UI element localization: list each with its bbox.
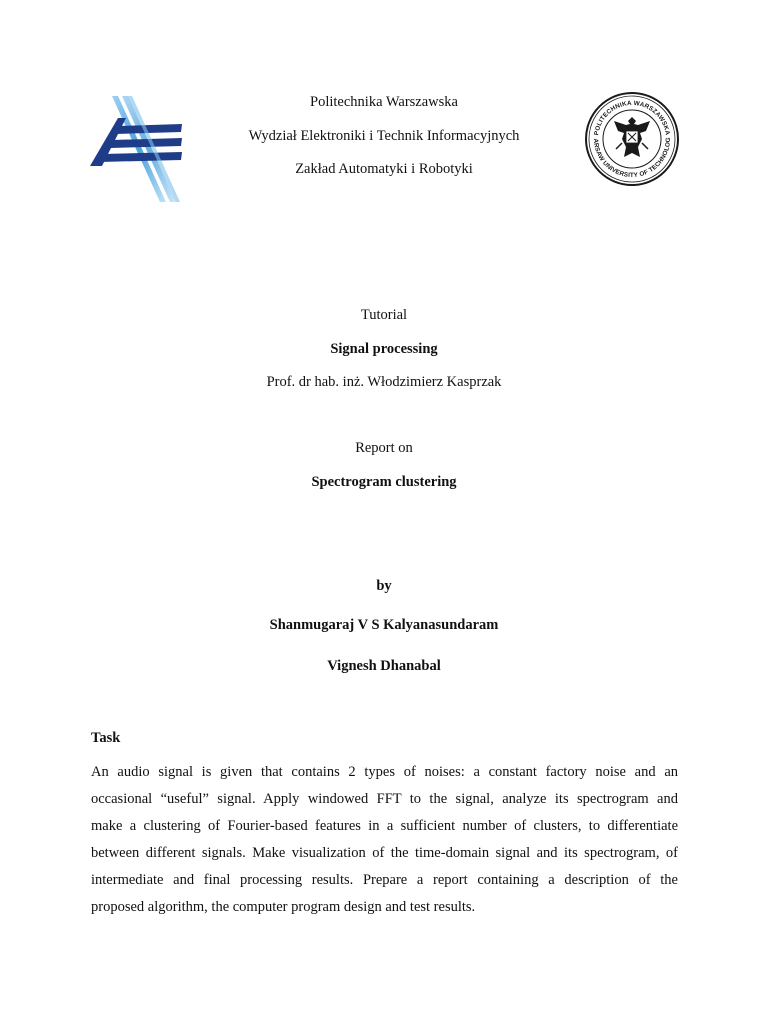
eagle-crest-icon — [584, 91, 680, 187]
course-title: Signal processing — [330, 341, 438, 357]
faculty-name: Wydział Elektroniki i Technik Informacyjnych — [248, 128, 520, 144]
task-heading: Task — [91, 730, 121, 746]
paragraph-line: An audio signal is given that contains 2 types of noises: a constant factory noise and an — [91, 764, 678, 780]
seal-top-text: POLITECHNIKA WARSZAWSKA — [593, 99, 671, 136]
author-name: Vignesh Dhanabal — [327, 658, 441, 674]
university-seal — [584, 91, 680, 187]
task-paragraph — [91, 762, 678, 924]
report-title: Spectrogram clustering — [311, 474, 457, 490]
tutorial-label: Tutorial — [360, 307, 408, 323]
seal-bottom-text: ARSAW UNIVERSITY OF TECHNOLOG — [591, 137, 673, 180]
report-label: Report on — [355, 440, 413, 456]
paragraph-line: between different signals. Make visualization of the time-domain signal and its spectrogram, of — [91, 845, 678, 861]
paragraph-line: proposed algorithm, the computer program design and test results. — [91, 899, 476, 915]
paragraph-line: intermediate and final processing results. Prepare a report containing a description of the — [91, 872, 678, 888]
professor-name: Prof. dr hab. inż. Włodzimierz Kasprzak — [266, 374, 502, 390]
by-label: by — [376, 578, 392, 594]
paragraph-line: make a clustering of Fourier-based features in a sufficient number of clusters, to differentiate — [91, 818, 678, 834]
department-name: Zakład Automatyki i Robotyki — [295, 161, 473, 177]
author-name: Shanmugaraj V S Kalyanasundaram — [269, 617, 499, 633]
university-name: Politechnika Warszawska — [310, 94, 458, 110]
paragraph-line: occasional “useful” signal. Apply windowed FFT to the signal, analyze its spectrogram and — [91, 791, 678, 807]
